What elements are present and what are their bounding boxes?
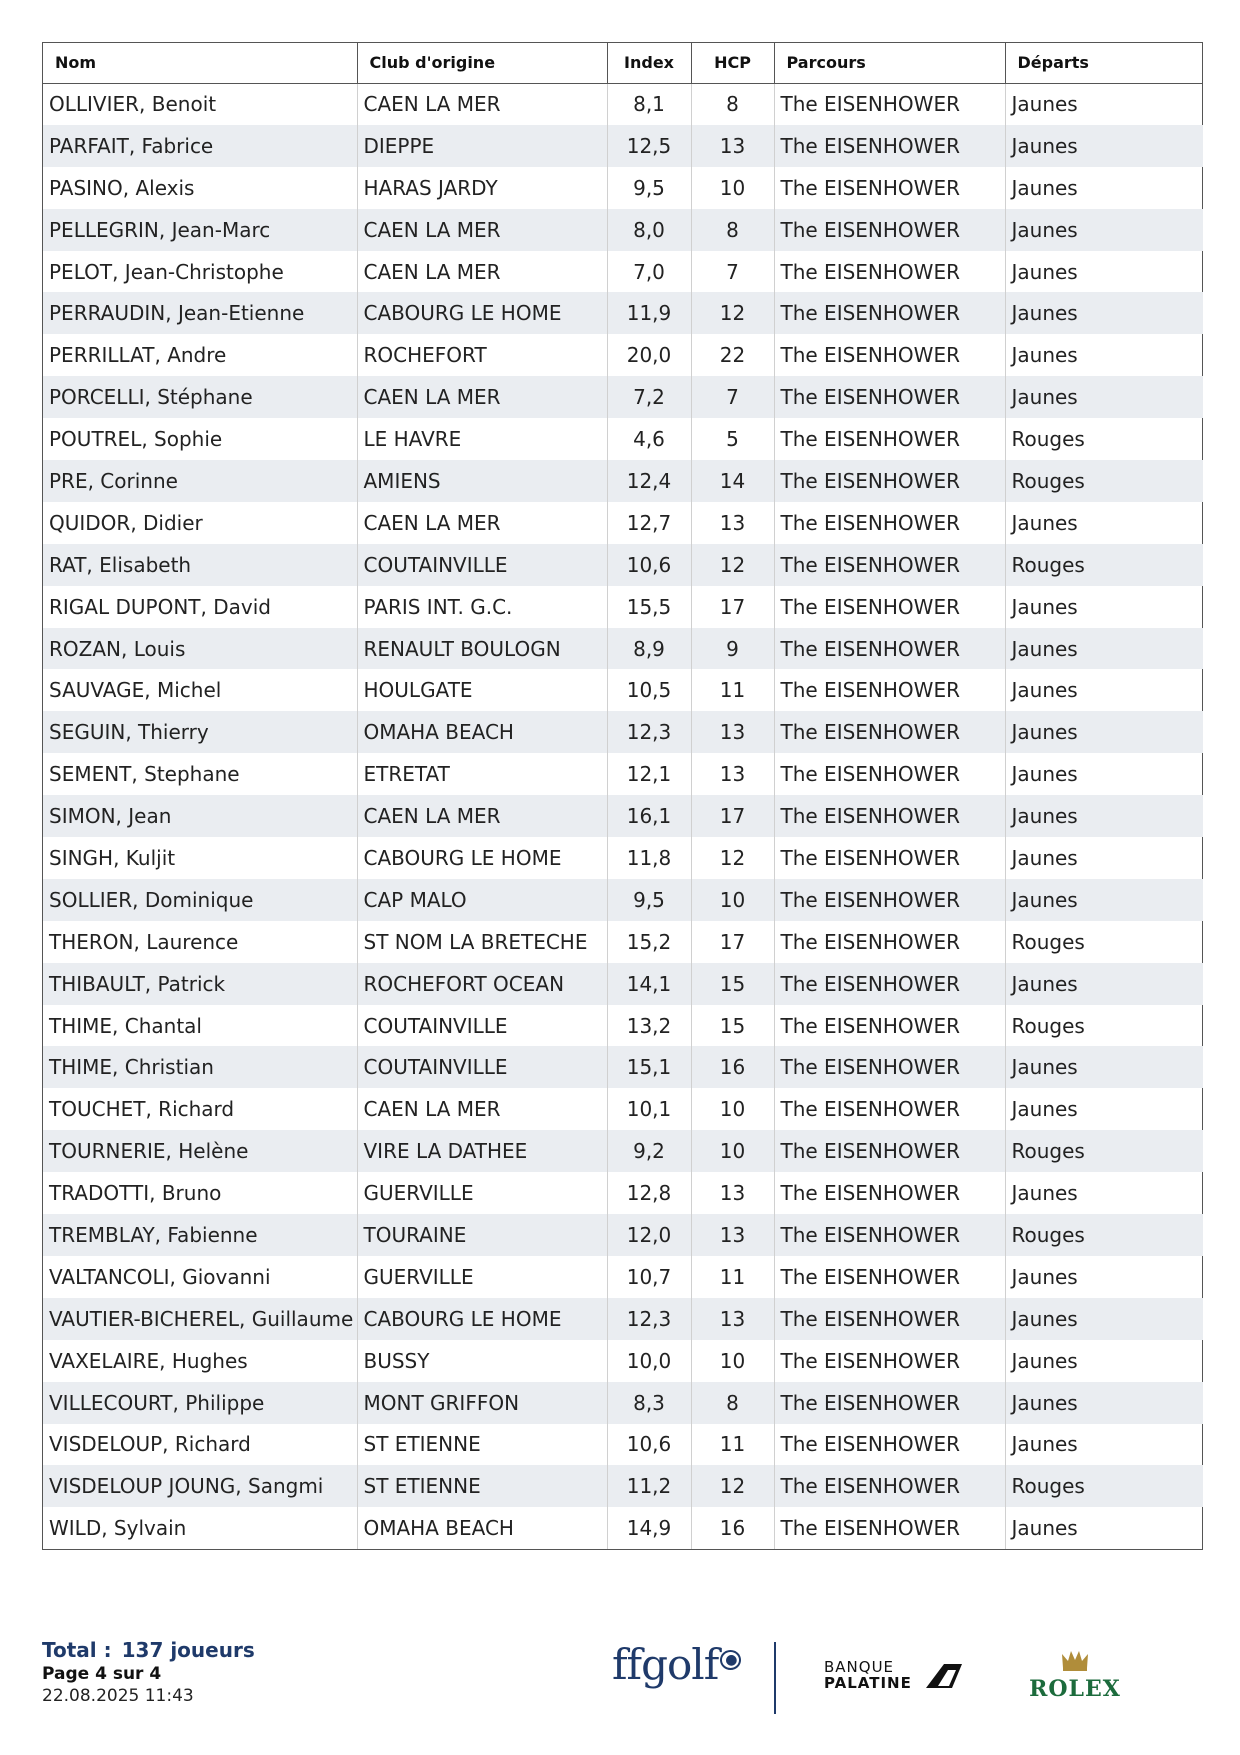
cell-parcours: The EISENHOWER bbox=[774, 1298, 1005, 1340]
table-row bbox=[43, 251, 1203, 293]
cell-parcours: The EISENHOWER bbox=[774, 209, 1005, 251]
cell-departs: Jaunes bbox=[1011, 1097, 1078, 1122]
ffgolf-mark-icon: ● bbox=[720, 1650, 741, 1670]
cell-club: CAEN LA MER bbox=[357, 1088, 607, 1130]
table-row bbox=[43, 1088, 1203, 1130]
cell-parcours: The EISENHOWER bbox=[774, 837, 1005, 879]
cell-parcours: The EISENHOWER bbox=[774, 1005, 1005, 1047]
cell-departs: Rouges bbox=[1005, 1130, 1203, 1172]
cell-index: 12,3 bbox=[607, 1298, 691, 1340]
cell-club: OMAHA BEACH bbox=[357, 711, 607, 753]
cell-index: 20,0 bbox=[607, 334, 691, 376]
cell-index: 10,6 bbox=[607, 1424, 691, 1466]
table-row bbox=[43, 1507, 1203, 1549]
cell-club: GUERVILLE bbox=[357, 1256, 607, 1298]
table-row bbox=[43, 921, 1203, 963]
cell-hcp: 10 bbox=[691, 879, 774, 921]
table-row bbox=[43, 418, 1203, 460]
cell-club: ROCHEFORT OCEAN bbox=[357, 963, 607, 1005]
cell-index: 15,2 bbox=[607, 921, 691, 963]
cell-parcours: The EISENHOWER bbox=[774, 1465, 1005, 1507]
cell-departs: Jaunes bbox=[1011, 594, 1078, 619]
table-row bbox=[43, 628, 1203, 670]
cell-hcp: 14 bbox=[691, 460, 774, 502]
cell-club: COUTAINVILLE bbox=[357, 1005, 607, 1047]
cell-hcp: 16 bbox=[691, 1046, 774, 1088]
cell-index: 8,0 bbox=[607, 209, 691, 251]
cell-nom: ROZAN, Louis bbox=[43, 628, 357, 670]
cell-hcp: 17 bbox=[691, 586, 774, 628]
cell-club: AMIENS bbox=[357, 460, 607, 502]
cell-club: LE HAVRE bbox=[357, 418, 607, 460]
cell-index: 12,0 bbox=[607, 1214, 691, 1256]
cell-club: CAEN LA MER bbox=[357, 209, 607, 251]
cell-index: 11,8 bbox=[607, 837, 691, 879]
cell-nom: SAUVAGE, Michel bbox=[43, 669, 357, 711]
table-row bbox=[43, 1214, 1203, 1256]
cell-nom: VISDELOUP JOUNG, Sangmi bbox=[43, 1465, 357, 1507]
cell-nom: POUTREL, Sophie bbox=[43, 418, 357, 460]
cell-index: 9,5 bbox=[607, 167, 691, 209]
cell-departs: Jaunes bbox=[1011, 762, 1078, 787]
header-hcp: HCP bbox=[691, 43, 774, 83]
cell-hcp: 13 bbox=[691, 502, 774, 544]
cell-parcours: The EISENHOWER bbox=[774, 1256, 1005, 1298]
cell-index: 8,9 bbox=[607, 628, 691, 670]
cell-club: TOURAINE bbox=[357, 1214, 607, 1256]
cell-parcours: The EISENHOWER bbox=[774, 1340, 1005, 1382]
crown-icon bbox=[1060, 1648, 1090, 1672]
cell-parcours: The EISENHOWER bbox=[774, 292, 1005, 334]
cell-parcours: The EISENHOWER bbox=[774, 586, 1005, 628]
cell-index: 12,3 bbox=[607, 711, 691, 753]
cell-club: ETRETAT bbox=[357, 753, 607, 795]
cell-parcours: The EISENHOWER bbox=[774, 669, 1005, 711]
table-row bbox=[43, 879, 1203, 921]
cell-departs: Jaunes bbox=[1011, 510, 1078, 535]
header-departs: Départs bbox=[1005, 43, 1203, 83]
table-row bbox=[43, 1424, 1203, 1466]
cell-club: OMAHA BEACH bbox=[357, 1507, 607, 1549]
cell-parcours: The EISENHOWER bbox=[774, 1424, 1005, 1466]
ffgolf-logo-text: ffgolf bbox=[612, 1640, 719, 1689]
table-row bbox=[43, 1046, 1203, 1088]
table-row bbox=[43, 711, 1203, 753]
cell-nom: VAXELAIRE, Hughes bbox=[43, 1340, 357, 1382]
cell-hcp: 17 bbox=[691, 795, 774, 837]
cell-club: ST ETIENNE bbox=[357, 1424, 607, 1466]
cell-nom: OLLIVIER, Benoit bbox=[43, 83, 357, 125]
cell-hcp: 13 bbox=[691, 1214, 774, 1256]
cell-hcp: 12 bbox=[691, 837, 774, 879]
header-club: Club d'origine bbox=[357, 43, 607, 83]
table-row bbox=[43, 1382, 1203, 1424]
players-table bbox=[43, 43, 1203, 1549]
table-row bbox=[43, 795, 1203, 837]
table-row bbox=[43, 376, 1203, 418]
table-row bbox=[43, 502, 1203, 544]
total-line bbox=[42, 1638, 265, 1664]
cell-departs: Jaunes bbox=[1005, 1046, 1203, 1088]
cell-parcours: The EISENHOWER bbox=[774, 628, 1005, 670]
cell-club: COUTAINVILLE bbox=[357, 544, 607, 586]
cell-index: 12,4 bbox=[607, 460, 691, 502]
cell-departs: Jaunes bbox=[1005, 209, 1203, 251]
cell-hcp: 7 bbox=[691, 251, 774, 293]
cell-departs: Jaunes bbox=[1011, 343, 1078, 368]
cell-club: DIEPPE bbox=[357, 125, 607, 167]
cell-nom: RAT, Elisabeth bbox=[43, 544, 357, 586]
cell-hcp: 7 bbox=[691, 376, 774, 418]
cell-index: 12,7 bbox=[607, 502, 691, 544]
cell-departs: Jaunes bbox=[1011, 845, 1078, 870]
cell-parcours: The EISENHOWER bbox=[774, 1172, 1005, 1214]
total-label: Total : bbox=[42, 1638, 112, 1662]
palatine-sail-icon bbox=[922, 1662, 964, 1690]
cell-nom: SEGUIN, Thierry bbox=[43, 711, 357, 753]
cell-parcours: The EISENHOWER bbox=[774, 1214, 1005, 1256]
cell-nom: PRE, Corinne bbox=[43, 460, 357, 502]
cell-club: ST ETIENNE bbox=[357, 1465, 607, 1507]
cell-departs: Jaunes bbox=[1005, 292, 1203, 334]
cell-index: 7,2 bbox=[607, 376, 691, 418]
cell-hcp: 10 bbox=[691, 1340, 774, 1382]
cell-parcours: The EISENHOWER bbox=[774, 753, 1005, 795]
cell-nom: PARFAIT, Fabrice bbox=[43, 125, 357, 167]
cell-index: 12,8 bbox=[607, 1172, 691, 1214]
cell-parcours: The EISENHOWER bbox=[774, 963, 1005, 1005]
cell-departs: Rouges bbox=[1011, 1013, 1085, 1038]
cell-departs: Jaunes bbox=[1011, 92, 1078, 117]
cell-club: GUERVILLE bbox=[357, 1172, 607, 1214]
cell-index: 10,7 bbox=[607, 1256, 691, 1298]
page-indicator: Page 4 sur 4 bbox=[42, 1664, 162, 1684]
cell-club: BUSSY bbox=[357, 1340, 607, 1382]
cell-club: CAEN LA MER bbox=[357, 795, 607, 837]
cell-hcp: 5 bbox=[691, 418, 774, 460]
header-parcours: Parcours bbox=[774, 43, 1005, 83]
cell-hcp: 11 bbox=[691, 669, 774, 711]
table-row bbox=[43, 1005, 1203, 1047]
table-header-row bbox=[43, 43, 1203, 83]
cell-nom: SINGH, Kuljit bbox=[43, 837, 357, 879]
cell-parcours: The EISENHOWER bbox=[774, 1088, 1005, 1130]
cell-nom: SOLLIER, Dominique bbox=[43, 879, 357, 921]
cell-nom: PELOT, Jean-Christophe bbox=[43, 251, 357, 293]
cell-hcp: 11 bbox=[691, 1424, 774, 1466]
cell-hcp: 17 bbox=[691, 921, 774, 963]
banque-logo-line1: BANQUE bbox=[824, 1658, 895, 1676]
cell-parcours: The EISENHOWER bbox=[774, 795, 1005, 837]
cell-departs: Jaunes bbox=[1011, 1348, 1078, 1373]
cell-parcours: The EISENHOWER bbox=[774, 1130, 1005, 1172]
cell-club: CAP MALO bbox=[357, 879, 607, 921]
cell-nom: THERON, Laurence bbox=[43, 921, 357, 963]
cell-hcp: 16 bbox=[691, 1507, 774, 1549]
cell-club: CAEN LA MER bbox=[357, 83, 607, 125]
logo-divider bbox=[774, 1642, 776, 1714]
cell-index: 12,1 bbox=[607, 753, 691, 795]
cell-hcp: 10 bbox=[691, 1130, 774, 1172]
cell-parcours: The EISENHOWER bbox=[774, 376, 1005, 418]
table-body bbox=[43, 83, 1203, 1549]
cell-departs: Rouges bbox=[1005, 1214, 1203, 1256]
cell-parcours: The EISENHOWER bbox=[774, 711, 1005, 753]
cell-index: 12,5 bbox=[607, 125, 691, 167]
cell-departs: Jaunes bbox=[1005, 1298, 1203, 1340]
cell-nom: PELLEGRIN, Jean-Marc bbox=[43, 209, 357, 251]
cell-hcp: 13 bbox=[691, 1298, 774, 1340]
cell-hcp: 8 bbox=[691, 83, 774, 125]
cell-nom: VISDELOUP, Richard bbox=[43, 1424, 357, 1466]
cell-departs: Jaunes bbox=[1005, 376, 1203, 418]
cell-nom: WILD, Sylvain bbox=[43, 1507, 357, 1549]
header-index: Index bbox=[607, 43, 691, 83]
ffgolf-logo bbox=[612, 1640, 741, 1689]
cell-parcours: The EISENHOWER bbox=[774, 879, 1005, 921]
cell-index: 13,2 bbox=[607, 1005, 691, 1047]
cell-nom: PORCELLI, Stéphane bbox=[43, 376, 357, 418]
table-row bbox=[43, 586, 1203, 628]
cell-departs: Jaunes bbox=[1011, 259, 1078, 284]
table-row bbox=[43, 1172, 1203, 1214]
cell-departs: Rouges bbox=[1005, 544, 1203, 586]
cell-hcp: 15 bbox=[691, 963, 774, 1005]
cell-hcp: 12 bbox=[691, 1465, 774, 1507]
cell-club: RENAULT BOULOGN bbox=[357, 628, 607, 670]
cell-index: 14,9 bbox=[607, 1507, 691, 1549]
cell-nom: SEMENT, Stephane bbox=[43, 753, 357, 795]
cell-hcp: 12 bbox=[691, 292, 774, 334]
cell-club: MONT GRIFFON bbox=[357, 1382, 607, 1424]
cell-club: ROCHEFORT bbox=[357, 334, 607, 376]
table-row bbox=[43, 83, 1203, 125]
cell-departs: Jaunes bbox=[1011, 1264, 1078, 1289]
footer-info bbox=[42, 1638, 265, 1706]
cell-nom: VILLECOURT, Philippe bbox=[43, 1382, 357, 1424]
cell-nom: PERRILLAT, Andre bbox=[43, 334, 357, 376]
cell-nom: TOUCHET, Richard bbox=[43, 1088, 357, 1130]
cell-departs: Jaunes bbox=[1011, 175, 1078, 200]
cell-club: CABOURG LE HOME bbox=[357, 1298, 607, 1340]
cell-nom: THIBAULT, Patrick bbox=[43, 963, 357, 1005]
cell-index: 8,3 bbox=[607, 1382, 691, 1424]
table-row bbox=[43, 963, 1203, 1005]
cell-index: 8,1 bbox=[607, 83, 691, 125]
cell-nom: TREMBLAY, Fabienne bbox=[43, 1214, 357, 1256]
cell-parcours: The EISENHOWER bbox=[774, 125, 1005, 167]
cell-departs: Jaunes bbox=[1005, 795, 1203, 837]
cell-parcours: The EISENHOWER bbox=[774, 334, 1005, 376]
cell-parcours: The EISENHOWER bbox=[774, 544, 1005, 586]
table-row bbox=[43, 334, 1203, 376]
cell-club: CAEN LA MER bbox=[357, 502, 607, 544]
cell-departs: Jaunes bbox=[1005, 711, 1203, 753]
cell-club: CAEN LA MER bbox=[357, 251, 607, 293]
players-table-container bbox=[42, 42, 1203, 1550]
table-row bbox=[43, 753, 1203, 795]
cell-departs: Jaunes bbox=[1005, 879, 1203, 921]
cell-club: CABOURG LE HOME bbox=[357, 837, 607, 879]
cell-index: 11,2 bbox=[607, 1465, 691, 1507]
cell-parcours: The EISENHOWER bbox=[774, 167, 1005, 209]
cell-club: COUTAINVILLE bbox=[357, 1046, 607, 1088]
cell-hcp: 13 bbox=[691, 711, 774, 753]
cell-departs: Jaunes bbox=[1011, 678, 1078, 703]
cell-hcp: 9 bbox=[691, 628, 774, 670]
cell-club: HOULGATE bbox=[357, 669, 607, 711]
cell-nom: SIMON, Jean bbox=[43, 795, 357, 837]
cell-index: 10,1 bbox=[607, 1088, 691, 1130]
cell-departs: Jaunes bbox=[1005, 628, 1203, 670]
table-row bbox=[43, 209, 1203, 251]
cell-parcours: The EISENHOWER bbox=[774, 460, 1005, 502]
cell-index: 16,1 bbox=[607, 795, 691, 837]
cell-departs: Rouges bbox=[1005, 1465, 1203, 1507]
table-row bbox=[43, 837, 1203, 879]
cell-departs: Rouges bbox=[1005, 460, 1203, 502]
cell-club: CABOURG LE HOME bbox=[357, 292, 607, 334]
cell-club: ST NOM LA BRETECHE bbox=[357, 921, 607, 963]
header-nom: Nom bbox=[43, 43, 357, 83]
cell-nom: VALTANCOLI, Giovanni bbox=[43, 1256, 357, 1298]
table-row bbox=[43, 125, 1203, 167]
cell-hcp: 15 bbox=[691, 1005, 774, 1047]
cell-parcours: The EISENHOWER bbox=[774, 1046, 1005, 1088]
cell-club: CAEN LA MER bbox=[357, 376, 607, 418]
cell-hcp: 10 bbox=[691, 1088, 774, 1130]
cell-departs: Rouges bbox=[1011, 427, 1085, 452]
cell-nom: PASINO, Alexis bbox=[43, 167, 357, 209]
cell-index: 9,5 bbox=[607, 879, 691, 921]
cell-parcours: The EISENHOWER bbox=[774, 251, 1005, 293]
table-row bbox=[43, 1130, 1203, 1172]
cell-departs: Jaunes bbox=[1011, 1181, 1078, 1206]
cell-nom: QUIDOR, Didier bbox=[43, 502, 357, 544]
cell-nom: PERRAUDIN, Jean-Etienne bbox=[43, 292, 357, 334]
cell-index: 4,6 bbox=[607, 418, 691, 460]
cell-nom: TRADOTTI, Bruno bbox=[43, 1172, 357, 1214]
cell-hcp: 8 bbox=[691, 209, 774, 251]
cell-index: 9,2 bbox=[607, 1130, 691, 1172]
cell-index: 10,6 bbox=[607, 544, 691, 586]
cell-departs: Jaunes bbox=[1005, 125, 1203, 167]
cell-parcours: The EISENHOWER bbox=[774, 502, 1005, 544]
cell-parcours: The EISENHOWER bbox=[774, 921, 1005, 963]
cell-index: 14,1 bbox=[607, 963, 691, 1005]
cell-hcp: 13 bbox=[691, 125, 774, 167]
table-row bbox=[43, 669, 1203, 711]
table-row bbox=[43, 167, 1203, 209]
cell-nom: THIME, Chantal bbox=[43, 1005, 357, 1047]
cell-nom: RIGAL DUPONT, David bbox=[43, 586, 357, 628]
cell-club: HARAS JARDY bbox=[357, 167, 607, 209]
table-row bbox=[43, 1465, 1203, 1507]
rolex-logo bbox=[1025, 1648, 1125, 1702]
cell-hcp: 12 bbox=[691, 544, 774, 586]
cell-parcours: The EISENHOWER bbox=[774, 1507, 1005, 1549]
cell-hcp: 10 bbox=[691, 167, 774, 209]
banque-palatine-logo bbox=[824, 1660, 912, 1691]
cell-index: 7,0 bbox=[607, 251, 691, 293]
total-value: 137 joueurs bbox=[121, 1638, 255, 1662]
table-row bbox=[43, 544, 1203, 586]
cell-departs: Jaunes bbox=[1011, 1432, 1078, 1457]
cell-parcours: The EISENHOWER bbox=[774, 418, 1005, 460]
cell-club: PARIS INT. G.C. bbox=[357, 586, 607, 628]
cell-index: 10,0 bbox=[607, 1340, 691, 1382]
table-row bbox=[43, 1340, 1203, 1382]
cell-departs: Jaunes bbox=[1011, 1516, 1078, 1541]
cell-hcp: 13 bbox=[691, 1172, 774, 1214]
cell-departs: Jaunes bbox=[1005, 1382, 1203, 1424]
cell-index: 11,9 bbox=[607, 292, 691, 334]
table-row bbox=[43, 1256, 1203, 1298]
cell-departs: Rouges bbox=[1011, 929, 1085, 954]
cell-index: 10,5 bbox=[607, 669, 691, 711]
rolex-logo-text: ROLEX bbox=[1029, 1676, 1121, 1702]
print-datetime: 22.08.2025 11:43 bbox=[42, 1686, 194, 1706]
cell-hcp: 11 bbox=[691, 1256, 774, 1298]
cell-nom: TOURNERIE, Helène bbox=[43, 1130, 357, 1172]
cell-hcp: 13 bbox=[691, 753, 774, 795]
cell-index: 15,1 bbox=[607, 1046, 691, 1088]
cell-nom: VAUTIER-BICHEREL, Guillaume bbox=[43, 1298, 357, 1340]
banque-logo-line2: PALATINE bbox=[824, 1674, 912, 1692]
cell-departs: Jaunes bbox=[1005, 963, 1203, 1005]
cell-parcours: The EISENHOWER bbox=[774, 1382, 1005, 1424]
cell-hcp: 8 bbox=[691, 1382, 774, 1424]
table-row bbox=[43, 292, 1203, 334]
cell-nom: THIME, Christian bbox=[43, 1046, 357, 1088]
table-row bbox=[43, 460, 1203, 502]
cell-club: VIRE LA DATHEE bbox=[357, 1130, 607, 1172]
cell-hcp: 22 bbox=[691, 334, 774, 376]
table-row bbox=[43, 1298, 1203, 1340]
cell-parcours: The EISENHOWER bbox=[774, 83, 1005, 125]
cell-index: 15,5 bbox=[607, 586, 691, 628]
